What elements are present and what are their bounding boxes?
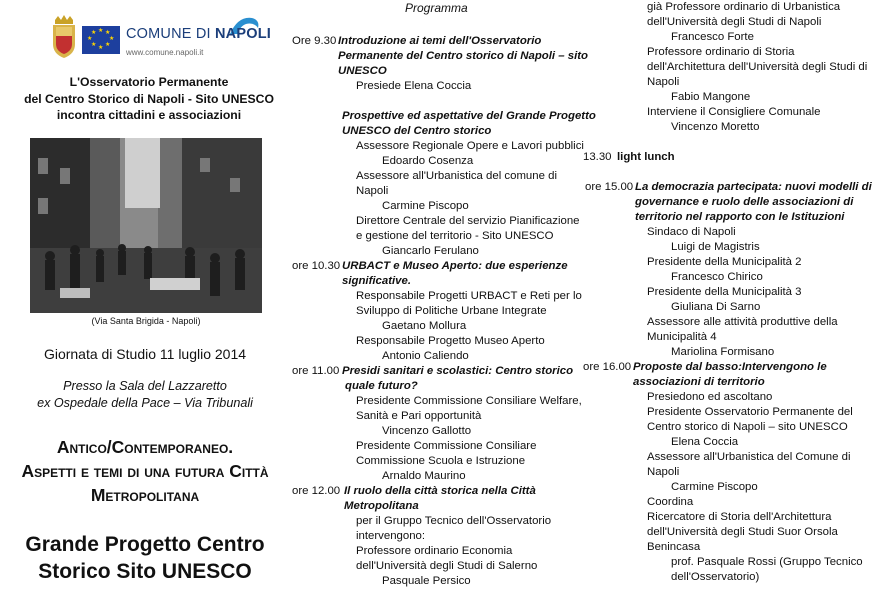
session-title: light lunch <box>617 151 675 163</box>
speaker-role: Presidente della Municipalità 3 <box>647 286 802 298</box>
speaker-role: Direttore Centrale del servizio Pianificazione <box>356 215 580 227</box>
session-title: significative. <box>342 275 412 287</box>
eu-flag-icon: ★ ★ ★ ★ ★ ★ ★ ★ <box>82 26 120 54</box>
speaker-name: Giuliana Di Sarno <box>671 301 761 313</box>
programme-heading: Programma <box>405 1 468 15</box>
session-title: UNESCO <box>338 65 387 77</box>
speaker-role: intervengono: <box>356 530 426 542</box>
speaker-role: dell'Università degli Studi di Napoli <box>647 16 822 28</box>
street-photo <box>30 138 262 313</box>
speaker-name: Elena Coccia <box>671 436 739 448</box>
speaker-role: Presidente della Municipalità 2 <box>647 256 802 268</box>
speaker-role: Professore ordinario Economia <box>356 545 513 557</box>
speaker-role: Interviene il Consigliere Comunale <box>647 106 821 118</box>
session-title: URBACT e Museo Aperto: due esperienze <box>342 260 568 272</box>
speaker-name: dell'Osservatorio) <box>671 571 760 583</box>
session-title: Metropolitana <box>344 500 419 512</box>
speaker-role: Presidente Commissione Consiliare <box>356 440 537 452</box>
speaker-role: Presiedono ed ascoltano <box>647 391 773 403</box>
speaker-role: per il Gruppo Tecnico dell'Osservatorio <box>356 515 552 527</box>
session-title: UNESCO del Centro storico <box>342 125 492 137</box>
project-title: Grande Progetto Centro Storico Sito UNESCO <box>25 533 265 583</box>
event-venue: Presso la Sala del Lazzaretto ex Ospedale della Pace – Via Tribunali <box>37 379 253 410</box>
speaker-role: Benincasa <box>647 541 701 553</box>
programme-column-2 <box>583 0 882 600</box>
speaker-name: prof. Pasquale Rossi (Gruppo Tecnico <box>671 556 863 568</box>
speaker-role: Presidente Commissione Consiliare Welfare, <box>356 395 582 407</box>
session-title: La democrazia partecipata: nuovi modelli di <box>635 181 872 193</box>
speaker-role: Responsabile Progetti URBACT e Reti per lo <box>356 290 582 302</box>
session-title: Proposte dal basso:Intervengono le <box>633 361 827 373</box>
programme-column-1 <box>290 0 596 600</box>
comune-name: COMUNE DI NAPOLI <box>126 26 271 42</box>
speaker-role: Presidente Osservatorio Permanente del <box>647 406 853 418</box>
speaker-name: Antonio Caliendo <box>382 350 469 362</box>
slot-time: ore 16.00 <box>583 361 632 373</box>
speaker-name: Arnaldo Maurino <box>382 470 466 482</box>
slot-time: Ore 9.30 <box>292 35 337 47</box>
slot-time: ore 11.00 <box>292 365 340 377</box>
speaker-role: Centro storico di Napoli – sito UNESCO <box>647 421 848 433</box>
speaker-role: Sanità e Pari opportunità <box>356 410 482 422</box>
photo-caption: (Via Santa Brigida - Napoli) <box>91 316 201 326</box>
intro-text: L'Osservatorio Permanente del Centro Storico di Napoli - Sito UNESCO incontra cittadini e associazioni <box>24 75 274 122</box>
event-date: Giornata di Studio 11 luglio 2014 <box>43 346 247 362</box>
session-title: quale futuro? <box>345 380 418 392</box>
speaker-role: già Professore ordinario di Urbanistica <box>647 1 841 13</box>
left-panel <box>0 0 290 600</box>
speaker-role: Ricercatore di Storia dell'Architettura <box>647 511 832 523</box>
session-title: Introduzione ai temi dell'Osservatorio <box>338 35 542 47</box>
session-title: Prospettive ed aspettative del Grande Progetto <box>342 110 596 122</box>
session-title: Presidi sanitari e scolastici: Centro storico <box>342 365 574 377</box>
speaker-role: Sindaco di Napoli <box>647 226 736 238</box>
slot-time: ore 15.00 <box>585 181 634 193</box>
session-title: associazioni di territorio <box>633 376 765 388</box>
comune-url: www.comune.napoli.it <box>126 48 204 57</box>
speaker-role: dell'Università degli Studi Suor Orsola <box>647 526 838 538</box>
speaker-name: Vincenzo Gallotto <box>382 425 472 437</box>
comune-logo <box>50 12 271 62</box>
slot-time: ore 12.00 <box>292 485 341 497</box>
speaker-role: Assessore all'Urbanistica del comune di <box>356 170 557 182</box>
speaker-name: Fabio Mangone <box>671 91 751 103</box>
speaker-name: Francesco Forte <box>671 31 754 43</box>
speaker-name: Carmine Piscopo <box>671 481 758 493</box>
slot-time: 13.30 <box>583 151 612 163</box>
speaker-name: Gaetano Mollura <box>382 320 467 332</box>
speaker-role: Professore ordinario di Storia <box>647 46 795 58</box>
speaker-name: Luigi de Magistris <box>671 241 760 253</box>
speaker-name: Francesco Chirico <box>671 271 763 283</box>
session-title: Permanente del Centro storico di Napoli – sito <box>338 50 589 62</box>
speaker-role: Napoli <box>647 76 680 88</box>
speaker-role: Assessore Regionale Opere e Lavori pubblici <box>356 140 584 152</box>
speaker-line: Presiede Elena Coccia <box>356 80 472 92</box>
speaker-role: Municipalità 4 <box>647 331 717 343</box>
speaker-name: Edoardo Cosenza <box>382 155 474 167</box>
speaker-role: Assessore all'Urbanistica del Comune di <box>647 451 851 463</box>
speaker-role: Assessore alle attività produttive della <box>647 316 838 328</box>
speaker-name: Pasquale Persico <box>382 575 471 587</box>
speaker-role: e gestione del territorio - Sito UNESCO <box>356 230 554 242</box>
speaker-name: Giancarlo Ferulano <box>382 245 479 257</box>
speaker-role: Coordina <box>647 496 694 508</box>
event-theme: Antico/Contemporaneo. Aspetti e temi di una futura Città Metropolitana <box>21 437 269 505</box>
speaker-name: Mariolina Formisano <box>671 346 775 358</box>
session-title: governance e ruolo delle associazioni di <box>635 196 854 208</box>
speaker-role: dell'Università degli Studi di Salerno <box>356 560 538 572</box>
speaker-name: Carmine Piscopo <box>382 200 469 212</box>
speaker-name: Vincenzo Moretto <box>671 121 760 133</box>
speaker-role: Responsabile Progetto Museo Aperto <box>356 335 545 347</box>
session-title: Il ruolo della città storica nella Città <box>344 485 536 497</box>
speaker-role: Napoli <box>647 466 680 478</box>
speaker-role: dell'Architettura dell'Università degli Studi di <box>647 61 868 73</box>
speaker-role: Sviluppo di Politiche Urbane Integrate <box>356 305 547 317</box>
slot-time: ore 10.30 <box>292 260 341 272</box>
speaker-role: Napoli <box>356 185 389 197</box>
session-title: territorio nel rapporto con le Istituzioni <box>635 211 845 223</box>
napoli-crest-icon <box>50 14 78 58</box>
speaker-role: Commissione Scuola e Istruzione <box>356 455 526 467</box>
